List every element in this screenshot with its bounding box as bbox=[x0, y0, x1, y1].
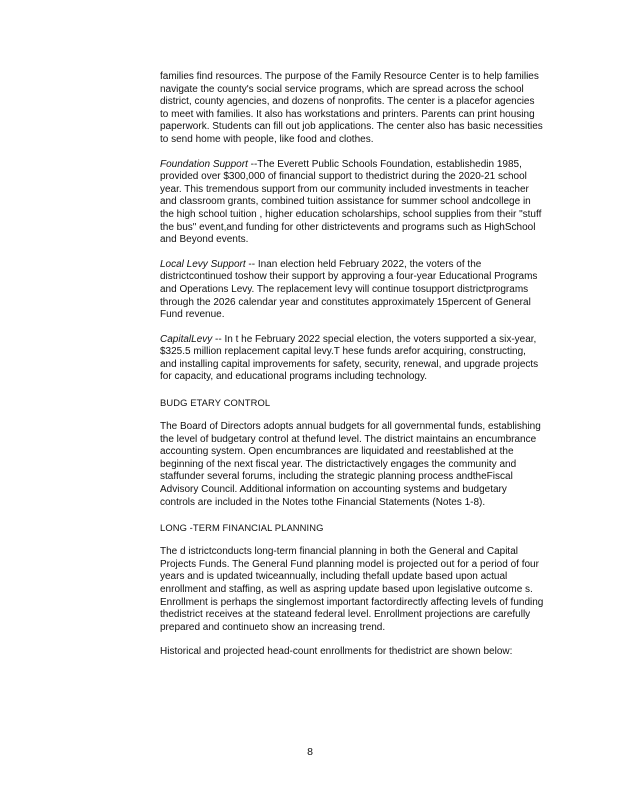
paragraph-budgetary-control: The Board of Directors adopts annual budgets for all governmental funds, establishing the level of budgetary control at thefund level. The district maintains an encumbrance accounting system. Open encumbrances are liquidated and reestablished at the beginning of the next fiscal year. The districtactively engages the community and staffunder several forums, including the strategic planning process andtheFiscal Advisory Council. Additional information on accounting systems and budgetary controls are included in the Notes tothe Financial Statements (Notes 1-8). bbox=[160, 421, 541, 508]
paragraph-capital-levy bbox=[160, 334, 544, 384]
page-number: 8 bbox=[307, 746, 313, 758]
paragraph-local-levy-support bbox=[160, 259, 544, 322]
paragraph-foundation-support bbox=[160, 159, 544, 247]
paragraph-enrollment-intro: Historical and projected head-count enrollments for thedistrict are shown below: bbox=[160, 646, 513, 658]
heading-budgetary-control: BUDG ETARY CONTROL bbox=[160, 397, 271, 409]
document-page bbox=[160, 71, 544, 659]
paragraph-long-term-planning: The d istrictconducts long-term financial planning in both the General and Capital Projects Funds. The General Fund planning model is projected out for a period of four years and is updated twiceannually, including thefall update based upon actual enrollment and staffing, as well as aspring update based upon legislative outcome s. Enrollment is perhaps the singlemost important factordirectly affecting levels of funding thedistrict receives at the stateand federal level. Enrollment projections are carefully prepared and continueto show an increasing trend. bbox=[160, 546, 544, 633]
foundation-support-text: --The Everett Public Schools Foundation, establishedin 1985, provided over $300,000 of financial support to thedistrict during the 2020-21 school year. This tremendous support from our community included investments in teacher and classroom grants, combined tuition assistance for summer school andcollege in the high school tuition , higher education scholarships, school supplies from their "stuff the bus" event,and funding for other districtevents and programs such as HighSchool and Beyond events. bbox=[160, 158, 542, 246]
capital-levy-text: -- In t he February 2022 special election, the voters supported a six-year, $325.5 million replacement capital levy.T hese funds arefor acquiring, constructing, and installing capital improvements for safety, security, renewal, and upgrade projects for capacity, and educational programs including technology. bbox=[160, 333, 539, 383]
foundation-support-title: Foundation Support bbox=[160, 158, 248, 170]
paragraph-family-resource-center: families find resources. The purpose of the Family Resource Center is to help families navigate the county's social service programs, which are spread across the school district, county agencies, and dozens of nonprofits. The center is a placefor agencies to meet with families. It also has workstations and printers. Parents can print housing paperwork. Students can fill out job applications. The center also has basic necessities to send home with people, like food and clothes. bbox=[160, 71, 543, 145]
heading-long-term-financial-planning: LONG -TERM FINANCIAL PLANNING bbox=[160, 522, 324, 534]
local-levy-title: Local Levy Support bbox=[160, 258, 246, 270]
local-levy-text: -- Inan election held February 2022, the voters of the districtcontinued toshow their support by approving a four-year Educational Programs and Operations Levy. The replacement levy will continue tosupport districtprograms through the 2026 calendar year and constitutes approximately 15percent of General Fund revenue. bbox=[160, 258, 538, 321]
capital-levy-title: CapitalLevy bbox=[160, 333, 213, 345]
